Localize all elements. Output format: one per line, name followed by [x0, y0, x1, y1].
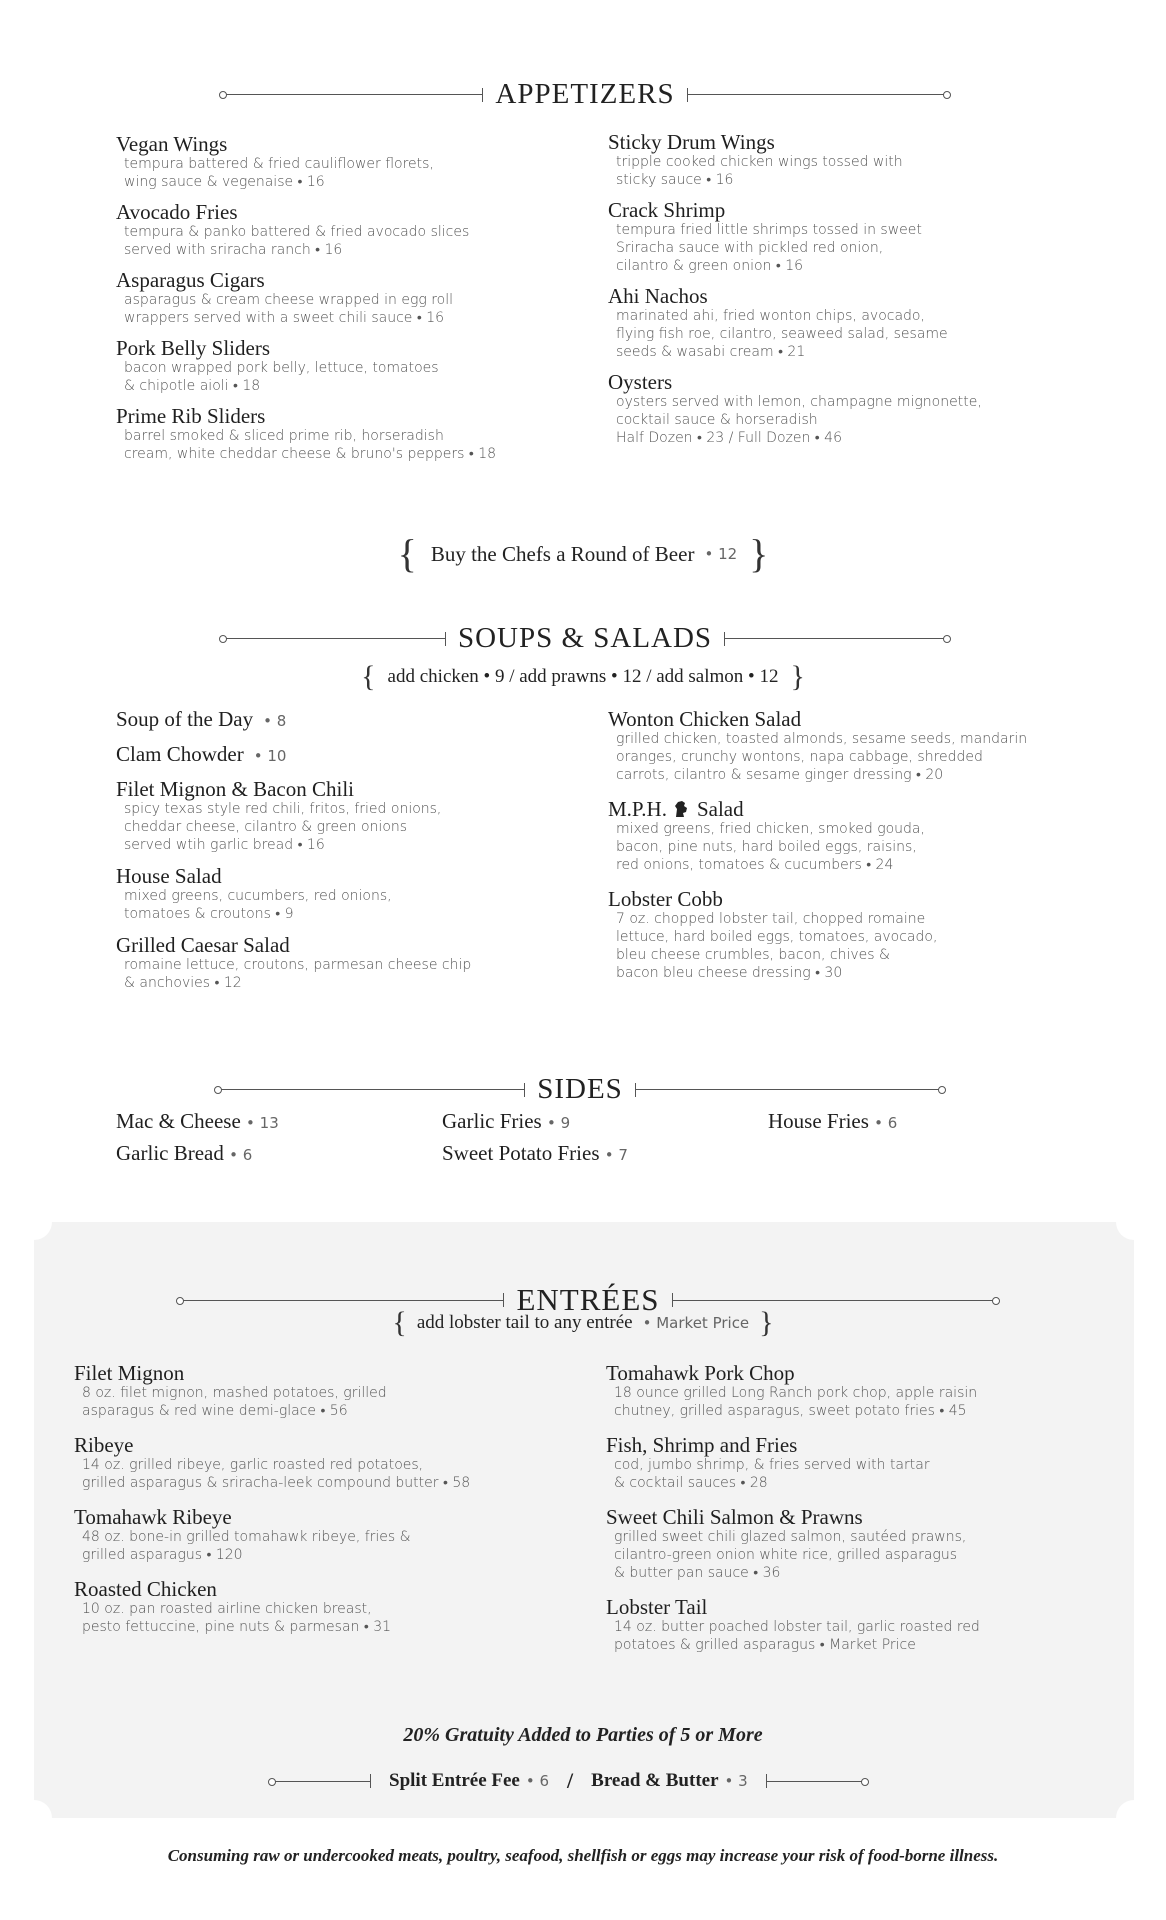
menu-item-description: oranges, crunchy wontons, napa cabbage, shredded [616, 749, 983, 765]
left-brace: { [392, 1306, 407, 1339]
menu-item-description: tempura fried little shrimps tossed in sweet [616, 222, 922, 238]
menu-item-name: Ribeye [74, 1433, 134, 1457]
menu-item-name: M.P.H. Salad [608, 797, 744, 821]
menu-item-description: seeds & wasabi cream • 21 [616, 344, 806, 360]
menu-item-description: mixed greens, cucumbers, red onions, [124, 888, 392, 904]
menu-item-description: 18 ounce grilled Long Ranch pork chop, apple raisin [614, 1385, 978, 1401]
menu-item-name: Oysters [608, 370, 673, 394]
sides-col-3 [768, 1110, 1068, 1134]
menu-item [116, 743, 576, 767]
menu-item-description: 14 oz. grilled ribeye, garlic roasted red potatoes, [82, 1457, 424, 1473]
menu-item-description: grilled asparagus & sriracha-leek compound butter • 58 [82, 1475, 471, 1491]
menu-item-name: Vegan Wings [116, 132, 228, 156]
menu-item-description: 48 oz. bone-in grilled tomahawk ribeye, fries & [82, 1529, 411, 1545]
menu-item [116, 778, 576, 854]
menu-item-description: Sriracha sauce with pickled red onion, [616, 240, 884, 256]
menu-item [608, 708, 1088, 784]
menu-item-name: Fish, Shrimp and Fries [606, 1433, 798, 1457]
menu-item-description: potatoes & grilled asparagus • Market Price [614, 1637, 916, 1653]
menu-item [74, 1506, 594, 1564]
entrees-addon [0, 1306, 1166, 1340]
soups-header [225, 622, 945, 655]
menu-item-name: Wonton Chicken Salad [608, 707, 802, 731]
side-item: Garlic Fries • 9 [442, 1109, 571, 1133]
menu-item [116, 201, 576, 259]
menu-item-description: cod, jumbo shrimp, & fries served with tartar [614, 1457, 930, 1473]
menu-item-description: served with sriracha ranch • 16 [124, 242, 343, 258]
soups-right-column [608, 708, 1088, 996]
menu-item-description: grilled asparagus • 120 [82, 1547, 243, 1563]
menu-item-name: Sweet Chili Salmon & Prawns [606, 1505, 863, 1529]
menu-item-name: Ahi Nachos [608, 284, 708, 308]
menu-item-description: Half Dozen • 23 / Full Dozen • 46 [616, 430, 842, 446]
mascot-icon [673, 800, 689, 818]
menu-item-description: asparagus & red wine demi-glace • 56 [82, 1403, 348, 1419]
right-brace: } [790, 660, 805, 693]
disclaimer-text: Consuming raw or undercooked meats, poultry, seafood, shellfish or eggs may increase your risk of food-borne illness. [167, 1846, 999, 1865]
bread-butter-price: • 3 [724, 1772, 748, 1790]
menu-item-name: Tomahawk Pork Chop [606, 1361, 795, 1385]
menu-item-price: • 8 [263, 712, 287, 730]
menu-item-name: Lobster Cobb [608, 887, 723, 911]
menu-item-description: tomatoes & croutons • 9 [124, 906, 294, 922]
menu-item-description: 10 oz. pan roasted airline chicken breast, [82, 1601, 372, 1617]
left-brace: { [361, 660, 376, 693]
entrees-right-column [606, 1362, 1106, 1668]
menu-item-description: bleu cheese crumbles, bacon, chives & [616, 947, 890, 963]
sides-header [220, 1073, 940, 1106]
menu-item-description: flying fish roe, cilantro, seaweed salad, sesame [616, 326, 948, 342]
sides-col-1 [116, 1110, 416, 1166]
split-fee-price: • 6 [525, 1772, 550, 1790]
menu-item [608, 798, 1088, 874]
menu-item-description: bacon bleu cheese dressing • 30 [616, 965, 843, 981]
menu-item [74, 1362, 594, 1420]
menu-item-description: cheddar cheese, cilantro & green onions [124, 819, 408, 835]
entrees-addon-label: add lobster tail to any entrée [416, 1312, 633, 1333]
menu-item-description: cream, white cheddar cheese & bruno's peppers • 18 [124, 446, 497, 462]
menu-item-description: pesto fettuccine, pine nuts & parmesan • 31 [82, 1619, 392, 1635]
bread-butter-label: Bread & Butter [591, 1770, 719, 1791]
menu-item-description: red onions, tomatoes & cucumbers • 24 [616, 857, 894, 873]
menu-item [116, 708, 576, 732]
left-brace: { [397, 531, 417, 576]
gratuity-note [0, 1720, 1166, 1750]
menu-item-description: 7 oz. chopped lobster tail, chopped romaine [616, 911, 926, 927]
menu-item-name: Crack Shrimp [608, 198, 726, 222]
entrees-left-column [74, 1362, 594, 1650]
menu-item-description: & anchovies • 12 [124, 975, 242, 991]
menu-item-description: 8 oz. filet mignon, mashed potatoes, grilled [82, 1385, 387, 1401]
appetizers-left-column [116, 133, 576, 473]
menu-item-description: bacon wrapped pork belly, lettuce, tomatoes [124, 360, 439, 376]
menu-item [116, 133, 576, 191]
menu-item-name: Avocado Fries [116, 200, 238, 224]
menu-item-description: barrel smoked & sliced prime rib, horseradish [124, 428, 444, 444]
menu-item-description: bacon, pine nuts, hard boiled eggs, raisins, [616, 839, 917, 855]
menu-item-description: mixed greens, fried chicken, smoked gouda, [616, 821, 925, 837]
menu-item-price: • 10 [253, 747, 287, 765]
menu-item-description: tempura & panko battered & fried avocado slices [124, 224, 470, 240]
side-item: Mac & Cheese • 13 [116, 1109, 279, 1133]
menu-item [606, 1506, 1106, 1582]
menu-item-name: Prime Rib Sliders [116, 404, 266, 428]
menu-item-name: Clam Chowder • 10 [116, 742, 287, 766]
menu-item-name: Filet Mignon & Bacon Chili [116, 777, 355, 801]
menu-item-name: Tomahawk Ribeye [74, 1505, 232, 1529]
soups-left-column [116, 708, 576, 1003]
menu-item-description: & butter pan sauce • 36 [614, 1565, 781, 1581]
beer-label: Buy the Chefs a Round of Beer [430, 541, 695, 566]
menu-item-description: romaine lettuce, croutons, parmesan cheese chip [124, 957, 472, 973]
disclaimer [0, 1843, 1166, 1869]
menu-item [74, 1434, 594, 1492]
menu-item-name: Grilled Caesar Salad [116, 933, 290, 957]
menu-item-description: marinated ahi, fried wonton chips, avocado, [616, 308, 925, 324]
split-fee-label: Split Entrée Fee [389, 1770, 520, 1791]
menu-item-description: grilled chicken, toasted almonds, sesame seeds, mandarin [616, 731, 1028, 747]
menu-item [116, 405, 576, 463]
soups-title: SOUPS & SALADS [457, 622, 713, 654]
right-brace: } [749, 531, 769, 576]
menu-item [608, 888, 1088, 982]
menu-item-name: Sticky Drum Wings [608, 130, 775, 154]
entrees-addon-price: • Market Price [642, 1314, 750, 1332]
menu-item-description: & cocktail sauces • 28 [614, 1475, 768, 1491]
menu-item [606, 1434, 1106, 1492]
menu-item-name: House Salad [116, 864, 222, 888]
side-item: Sweet Potato Fries • 7 [442, 1141, 628, 1165]
menu-item [116, 934, 576, 992]
beer-price: • 12 [704, 545, 738, 563]
menu-item-description: wrappers served with a sweet chili sauce • 16 [124, 310, 445, 326]
sides-title: SIDES [537, 1073, 623, 1105]
menu-item-description: wing sauce & vegenaise • 16 [124, 174, 325, 190]
menu-item-name: Pork Belly Sliders [116, 336, 271, 360]
menu-item-description: 14 oz. butter poached lobster tail, garlic roasted red [614, 1619, 980, 1635]
fee-separator: / [567, 1768, 574, 1793]
appetizers-header [225, 78, 945, 111]
menu-item [74, 1578, 594, 1636]
menu-item [606, 1362, 1106, 1420]
menu-item-description: chutney, grilled asparagus, sweet potato fries • 45 [614, 1403, 967, 1419]
menu-item-description: spicy texas style red chili, fritos, fried onions, [124, 801, 442, 817]
right-brace: } [759, 1306, 774, 1339]
soups-addons-text: add chicken • 9 / add prawns • 12 / add salmon • 12 [387, 666, 779, 687]
menu-item-description: cocktail sauce & horseradish [616, 412, 818, 428]
menu-item-description: grilled sweet chili glazed salmon, sautéed prawns, [614, 1529, 967, 1545]
menu-item-name: Roasted Chicken [74, 1577, 217, 1601]
appetizers-right-column [608, 131, 1068, 457]
menu-item-description: tempura battered & fried cauliflower florets, [124, 156, 434, 172]
menu-item-description: cilantro-green onion white rice, grilled asparagus [614, 1547, 957, 1563]
menu-item-description: asparagus & cream cheese wrapped in egg roll [124, 292, 454, 308]
gratuity-text: 20% Gratuity Added to Parties of 5 or More [403, 1723, 763, 1746]
menu-item-description: cilantro & green onion • 16 [616, 258, 804, 274]
menu-item [116, 269, 576, 327]
menu-item-description: oysters served with lemon, champagne mignonette, [616, 394, 982, 410]
menu-item [608, 131, 1068, 189]
menu-item-name: Soup of the Day • 8 [116, 707, 287, 731]
menu-item [608, 199, 1068, 275]
menu-item-description: & chipotle aioli • 18 [124, 378, 261, 394]
menu-item-name: Filet Mignon [74, 1361, 185, 1385]
appetizers-title: APPETIZERS [495, 78, 675, 110]
menu-item-description: served wtih garlic bread • 16 [124, 837, 325, 853]
side-item: Garlic Bread • 6 [116, 1141, 253, 1165]
menu-item [608, 285, 1068, 361]
menu-item-description: carrots, cilantro & sesame ginger dressing • 20 [616, 767, 944, 783]
menu-item-description: sticky sauce • 16 [616, 172, 734, 188]
side-item: House Fries • 6 [768, 1109, 898, 1133]
menu-item [608, 371, 1068, 447]
soups-addons [0, 660, 1166, 694]
beer-callout [0, 532, 1166, 576]
menu-item [606, 1596, 1106, 1654]
menu-item-name: Lobster Tail [606, 1595, 708, 1619]
menu-item-description: tripple cooked chicken wings tossed with [616, 154, 903, 170]
entrees-title: ENTRÉES [516, 1282, 660, 1317]
menu-item [116, 337, 576, 395]
menu-item [116, 865, 576, 923]
fees-row [274, 1768, 904, 1794]
menu-item-name: Asparagus Cigars [116, 268, 265, 292]
menu-item-description: lettuce, hard boiled eggs, tomatoes, avocado, [616, 929, 938, 945]
sides-col-2 [442, 1110, 742, 1166]
